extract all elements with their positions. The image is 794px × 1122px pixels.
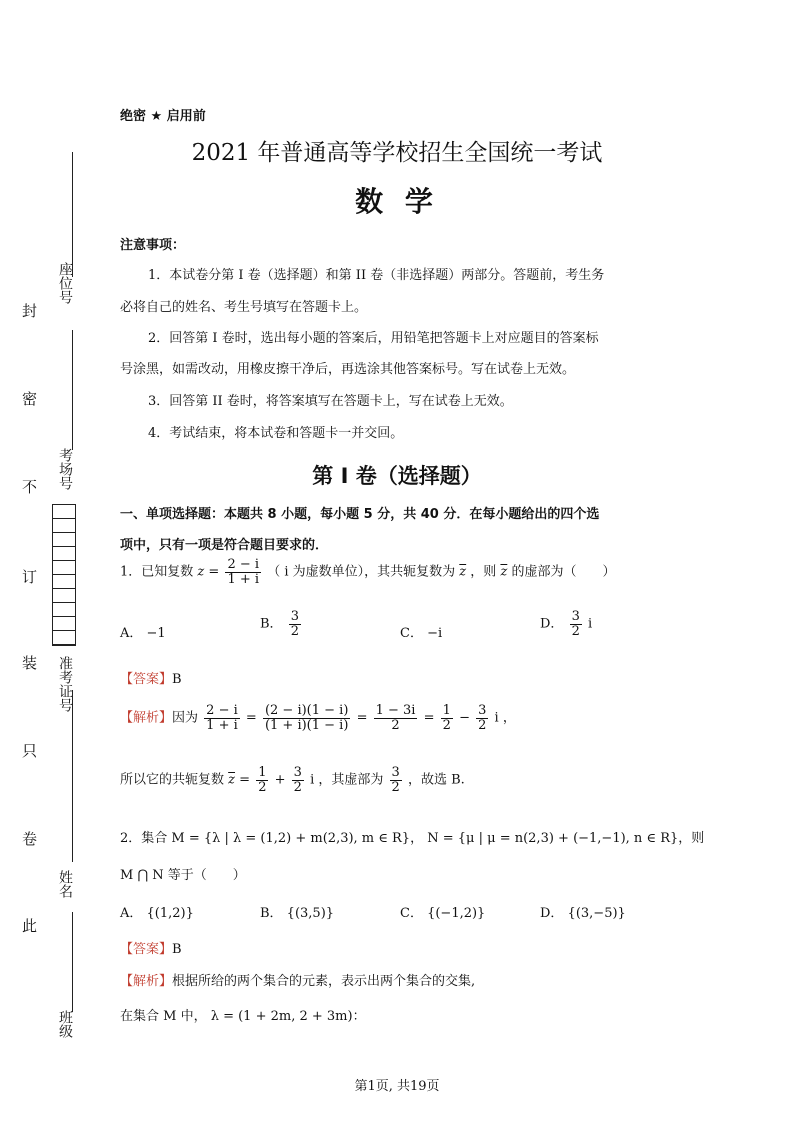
q1-b-num: 3 — [290, 609, 299, 624]
q1-a-f4 — [441, 704, 453, 732]
q1-option-d-frac — [570, 610, 582, 638]
q1-suffix: 的虚部为（ ） — [511, 564, 616, 580]
q1-a-f5-num: 3 — [478, 703, 487, 718]
q1-d-num: 3 — [571, 609, 580, 624]
q1-a-minus: − — [459, 710, 470, 726]
q1-den: 1 + i — [227, 571, 260, 587]
q1-l2-g3 — [390, 766, 402, 794]
q1-analysis-tag: 【解析】 — [120, 710, 173, 726]
q2-answer — [120, 938, 182, 957]
section-title: 第 I 卷（选择题） — [312, 464, 482, 488]
q1-a-f4-num: 1 — [442, 703, 451, 718]
q1-zbar-2: $\overline{z}$ — [500, 564, 508, 580]
q1-l2-zbar: $\overline{z}$ — [228, 772, 236, 788]
note-line-5: 3．回答第 II 卷时，将答案填写在答题卡上，写在试卷上无效。 — [148, 394, 513, 409]
q1-a-f2-den: (1 + i)(1 − i) — [264, 717, 349, 733]
q1-a-eq-3: = — [423, 710, 435, 726]
subject-title: 数 学 — [355, 185, 439, 218]
note-line-3: 2．回答第 I 卷时，选出每小题的答案后，用铅笔把答题卡上对应题目的答案标 — [148, 331, 599, 346]
q1-a-f2-num: (2 − i)(1 − i) — [264, 703, 349, 718]
ticket-number-grid — [52, 504, 76, 646]
note-line-2: 必将自己的姓名、考生号填写在答题卡上。 — [120, 300, 368, 315]
class-label: 班级 — [57, 1010, 73, 1038]
q1-answer — [120, 668, 182, 687]
q1-l2-g1 — [256, 766, 268, 794]
section-intro-2: 项中，只有一项是符合题目要求的． — [120, 538, 329, 553]
notes-heading: 注意事项： — [120, 238, 186, 253]
q1-a-f5 — [476, 704, 488, 732]
q2-option-c: C． {(−1,2)} — [400, 906, 486, 921]
q1-prefix: 1．已知复数 — [120, 564, 194, 580]
q1-l2-g1-den: 2 — [258, 779, 267, 795]
q1-option-b-label: B． — [260, 616, 283, 632]
q1-l2-g2-num: 3 — [293, 765, 302, 780]
seal-char-7: 卷 — [22, 830, 38, 848]
note-line-4: 号涂黑，如需改动，用橡皮擦干净后，再选涂其他答案标号。写在试卷上无效。 — [120, 362, 576, 377]
q1-l2-eq: = — [239, 772, 251, 788]
q1-a-eq-1: = — [245, 710, 257, 726]
q1-option-d — [540, 610, 592, 638]
q1-l2-pre: 所以它的共轭复数 — [120, 772, 225, 788]
q1-l2-plus: + — [274, 772, 286, 788]
q1-option-a: A． −1 — [120, 626, 166, 641]
q1-l2-g3-num: 3 — [391, 765, 400, 780]
q1-a-f5-tail: i ， — [494, 710, 516, 726]
q2-analysis-line-2: 在集合 M 中， λ = (1 + 2m, 2 + 3m)： — [120, 1009, 366, 1024]
q2-answer-tag: 【答案】 — [120, 942, 173, 957]
seal-char-3: 不 — [22, 478, 38, 496]
q1-l2-g2-tail: i ，其虚部为 — [310, 772, 384, 788]
q1-num: 2 − i — [227, 557, 260, 572]
q1-analysis-line-1 — [120, 704, 516, 732]
question-2-stem-2: M ⋂ N 等于（ ） — [120, 868, 246, 883]
q1-a-f2 — [263, 704, 350, 732]
q1-eq: = — [208, 564, 220, 580]
secret-mark: 绝密 ★ 启用前 — [120, 109, 206, 124]
question-1-stem — [120, 558, 615, 586]
q1-a-f3 — [374, 704, 418, 732]
q1-option-b — [260, 610, 303, 638]
q1-l2-g3-den: 2 — [391, 779, 400, 795]
q1-a-f4-den: 2 — [442, 717, 451, 733]
margin-line-4 — [72, 912, 73, 1012]
q1-option-c: C． −i — [400, 626, 443, 641]
q1-l2-g2-den: 2 — [293, 779, 302, 795]
seal-char-8: 此 — [22, 917, 38, 935]
q1-a-f1-den: 1 + i — [206, 717, 238, 733]
margin-line-3 — [72, 690, 73, 862]
q2-answer-value: B — [172, 942, 182, 957]
q1-middle2: ，则 — [470, 564, 497, 580]
q1-a-f3-num: 1 − 3i — [375, 703, 416, 718]
q1-b-den: 2 — [290, 623, 299, 639]
q1-middle: （ i 为虚数单位），其共轭复数为 — [267, 564, 456, 580]
q1-fraction — [225, 558, 261, 586]
q1-answer-value: B — [172, 672, 182, 687]
seal-char-1: 封 — [22, 302, 38, 320]
ticket-number-label: 准考证号 — [57, 656, 73, 712]
seal-char-5: 装 — [22, 654, 38, 672]
q1-l2-end: ，故选 B. — [407, 772, 465, 788]
exam-room-label: 考场号 — [57, 448, 73, 490]
margin-line-2 — [72, 330, 73, 450]
q1-zbar-1: $\overline{z}$ — [459, 564, 467, 580]
seal-char-6: 只 — [22, 742, 38, 760]
q1-l2-g2 — [292, 766, 304, 794]
q2-analysis-text: 根据所给的两个集合的元素，表示出两个集合的交集, — [172, 974, 476, 989]
note-line-1: 1．本试卷分第 I 卷（选择题）和第 II 卷（非选择题）两部分。答题前，考生务 — [148, 268, 605, 283]
seal-char-4: 订 — [22, 568, 38, 586]
q2-option-d: D． {(3,−5)} — [540, 906, 626, 921]
name-label: 姓名 — [57, 870, 73, 898]
q2-option-b: B． {(3,5)} — [260, 906, 335, 921]
q1-a-f1-num: 2 − i — [206, 703, 238, 718]
q1-a-eq-2: = — [356, 710, 368, 726]
q1-answer-tag: 【答案】 — [120, 672, 173, 687]
q1-analysis-line-2 — [120, 766, 465, 794]
q1-a-f5-den: 2 — [478, 717, 487, 733]
seal-char-2: 密 — [22, 390, 38, 408]
q2-analysis-tag: 【解析】 — [120, 974, 173, 989]
q1-d-den: 2 — [571, 623, 580, 639]
note-line-6: 4．考试结束，将本试卷和答题卡一并交回。 — [148, 426, 404, 441]
q1-option-d-tail: i — [588, 616, 593, 632]
q1-option-d-label: D． — [540, 616, 564, 632]
q1-a-f1 — [204, 704, 240, 732]
q1-a-f3-den: 2 — [391, 717, 400, 733]
q1-z: z — [197, 564, 205, 580]
question-2-stem: 2．集合 M = {λ | λ = (1,2) + m(2,3), m ∈ R}， N = {μ | μ = n(2,3) + (−1,−1), n ∈ R}，则 — [120, 831, 705, 846]
q2-analysis — [120, 970, 475, 989]
q1-option-b-frac — [289, 610, 301, 638]
page-number: 第1页, 共19页 — [354, 1079, 440, 1094]
q2-option-a: A． {(1,2)} — [120, 906, 194, 921]
q1-analysis-pre: 因为 — [172, 710, 199, 726]
q1-l2-g1-num: 1 — [258, 765, 267, 780]
exam-title: 2021 年普通高等学校招生全国统一考试 — [191, 140, 603, 166]
section-intro-1: 一、单项选择题：本题共 8 小题，每小题 5 分，共 40 分．在每小题给出的四个选 — [120, 507, 600, 522]
seat-number-label: 座位号 — [57, 262, 73, 304]
